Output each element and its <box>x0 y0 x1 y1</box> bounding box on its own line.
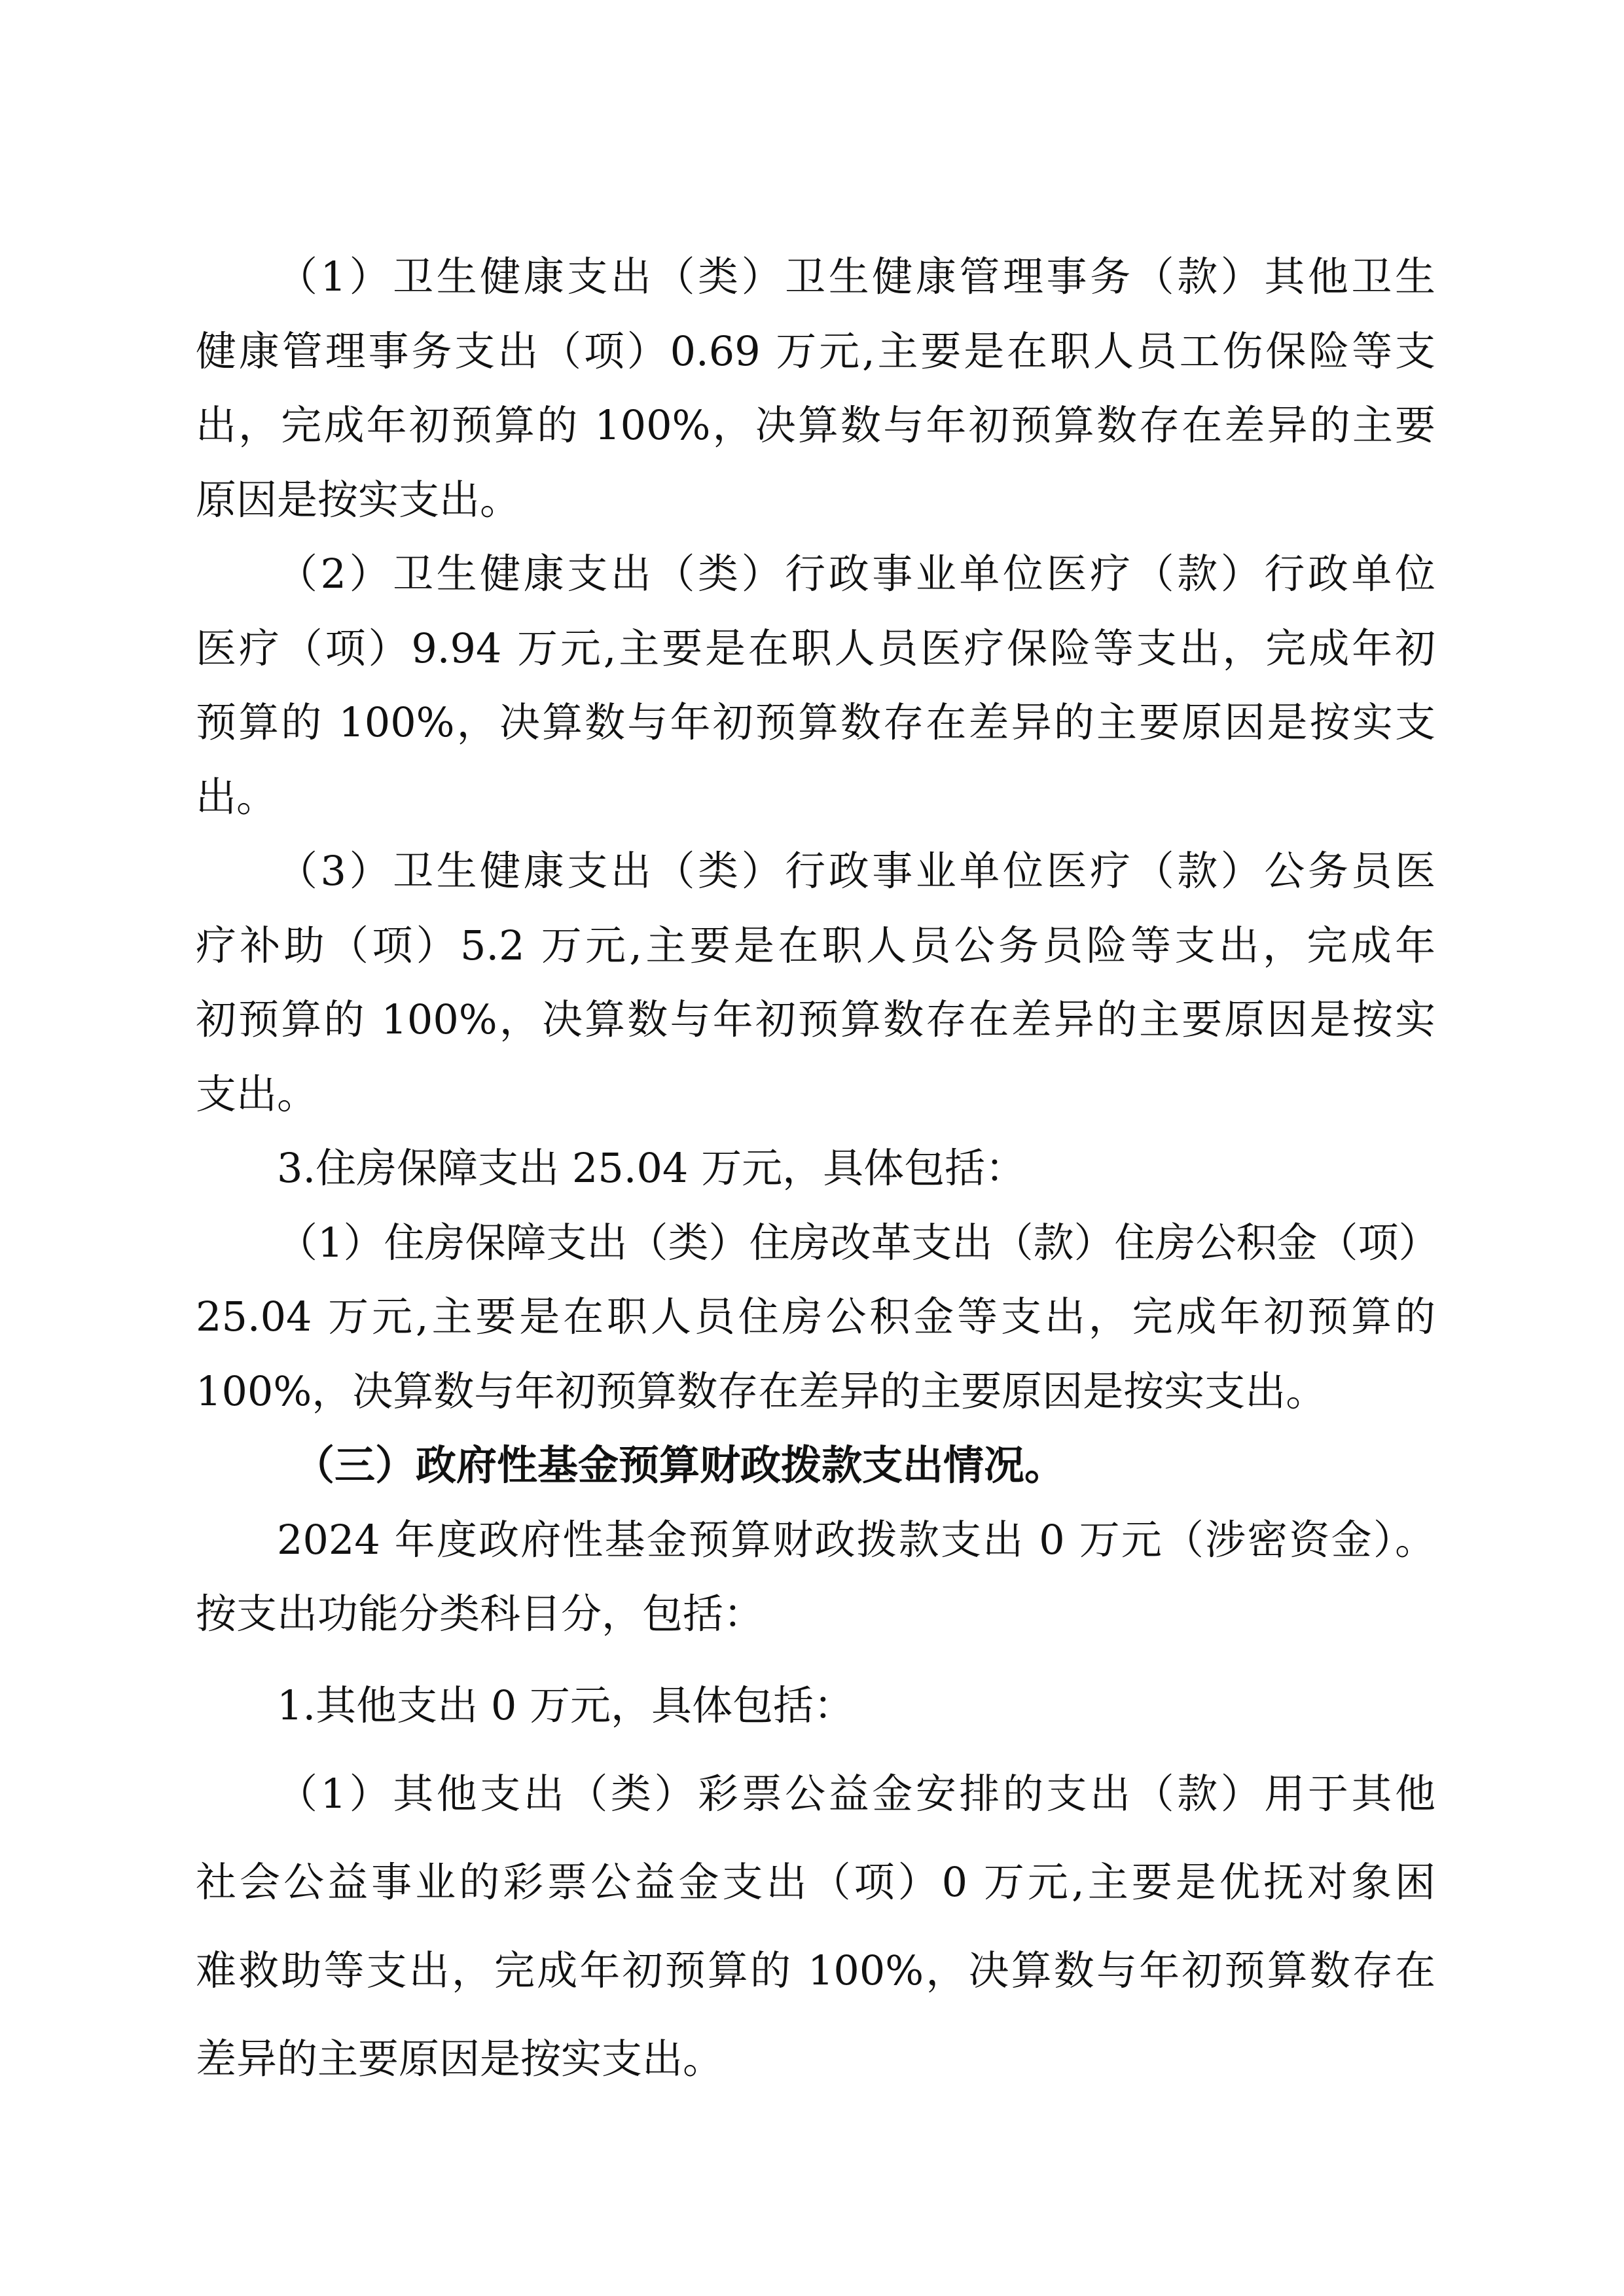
paragraph-line: 疗补助（项）5.2 万元,主要是在职人员公务员险等支出，完成年 <box>196 921 1435 969</box>
paragraph <box>196 1503 1435 1651</box>
paragraph-line: 初预算的 100%，决算数与年初预算数存在差异的主要原因是按实 <box>196 996 1435 1043</box>
paragraph-line: 原因是按实支出。 <box>196 475 521 524</box>
paragraph-line: （2）卫生健康支出（类）行政事业单位医疗（款）行政单位 <box>277 550 1435 598</box>
paragraph-line: 差异的主要原因是按实支出。 <box>196 2035 724 2083</box>
paragraph-line: 难救助等支出，完成年初预算的 100%，决算数与年初预算数存在 <box>196 1946 1435 1994</box>
paragraph-line: （3）卫生健康支出（类）行政事业单位医疗（款）公务员医 <box>277 847 1435 895</box>
paragraph-line: （1）卫生健康支出（类）卫生健康管理事务（款）其他卫生 <box>277 253 1435 300</box>
paragraph-line: 100%，决算数与年初预算数存在差异的主要原因是按实支出。 <box>196 1367 1327 1415</box>
section-heading <box>196 1428 1435 1503</box>
paragraph <box>196 834 1435 1131</box>
paragraph-line: 2024 年度政府性基金预算财政拨款支出 0 万元（涉密资金）。 <box>277 1515 1435 1564</box>
paragraph-line: （1）住房保障支出（类）住房改革支出（款）住房公积金（项） <box>277 1218 1439 1266</box>
paragraph <box>196 1661 1435 1749</box>
paragraph-line: 25.04 万元,主要是在职人员住房公积金等支出，完成年初预算的 <box>196 1293 1435 1340</box>
paragraph-line: 出，完成年初预算的 100%，决算数与年初预算数存在差异的主要 <box>196 401 1435 449</box>
text-block <box>196 1661 1435 2103</box>
paragraph-line: 预算的 100%，决算数与年初预算数存在差异的主要原因是按实支 <box>196 698 1435 746</box>
paragraph <box>196 537 1435 834</box>
paragraph <box>196 240 1435 537</box>
text-block <box>196 240 1439 1651</box>
paragraph-line: 3.住房保障支出 25.04 万元，具体包括： <box>277 1144 1026 1192</box>
paragraph <box>196 1749 1435 2103</box>
section-heading-text: （三）政府性基金预算财政拨款支出情况。 <box>294 1441 1066 1489</box>
paragraph-line: 支出。 <box>196 1069 318 1118</box>
paragraph <box>196 1206 1439 1429</box>
paragraph-line: 按支出功能分类科目分，包括： <box>196 1590 765 1638</box>
paragraph <box>196 1131 1435 1206</box>
paragraph-line: 社会公益事业的彩票公益金支出（项）0 万元,主要是优抚对象困 <box>196 1858 1435 1906</box>
paragraph-line: 出。 <box>196 772 278 821</box>
paragraph-line: 医疗（项）9.94 万元,主要是在职人员医疗保险等支出，完成年初 <box>196 624 1435 672</box>
paragraph-line: 健康管理事务支出（项）0.69 万元,主要是在职人员工伤保险等支 <box>196 327 1435 375</box>
paragraph-line: 1.其他支出 0 万元，具体包括： <box>277 1681 855 1729</box>
paragraph-line: （1）其他支出（类）彩票公益金安排的支出（款）用于其他 <box>277 1770 1435 1818</box>
